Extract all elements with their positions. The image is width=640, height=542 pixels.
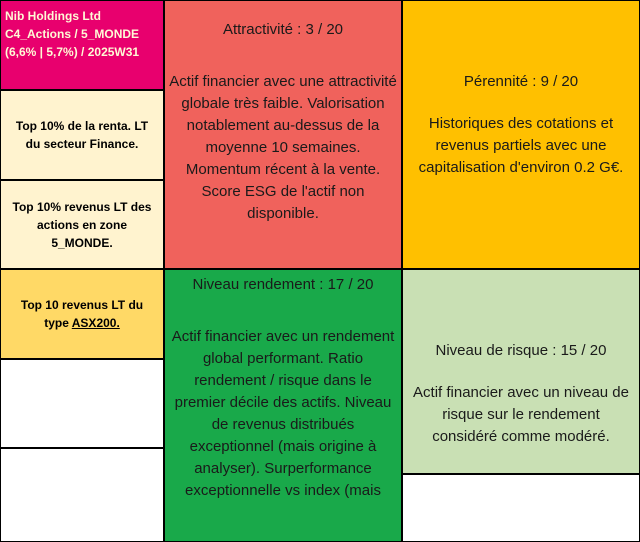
rendement-description: Actif financier avec un rendement global performant. Ratio rendement / risque dans le premier décile des actifs. Niveau de revenus distribués exceptionnel (mais origine à analyser). Surperformance exceptionnelle vs index (mais bbox=[171, 328, 395, 499]
asset-stats: (6,6% | 5,7%) / 2025W31 bbox=[5, 45, 140, 59]
ranking-cell-sector bbox=[1, 91, 165, 181]
attractivite-description: Actif financier avec une attractivité globale très faible. Valorisation notablement au-dessus de la moyenne 10 semaines. Momentum récent à la vente. Score ESG de l'actif non disponible. bbox=[169, 73, 397, 222]
asset-name: Nib Holdings Ltd bbox=[5, 9, 101, 23]
asset-header-cell bbox=[1, 1, 165, 91]
risque-cell bbox=[403, 270, 640, 475]
ranking-sector-text: Top 10% de la renta. LT du secteur Finance. bbox=[15, 119, 149, 151]
ranking-cell-type bbox=[1, 270, 165, 360]
risque-description: Actif financier avec un niveau de risque sur le rendement considéré comme modéré. bbox=[413, 384, 629, 445]
risque-score: Niveau de risque : 15 / 20 bbox=[435, 342, 607, 359]
rendement-cell bbox=[165, 270, 403, 542]
attractivite-score: Attractivité : 3 / 20 bbox=[222, 21, 344, 38]
perennite-description: Historiques des cotations et revenus partiels avec une capitalisation d'environ 0.2 G€. bbox=[418, 115, 624, 176]
empty-cell-3 bbox=[403, 475, 640, 542]
empty-cell-2 bbox=[1, 449, 165, 542]
perennite-score: Pérennité : 9 / 20 bbox=[463, 73, 579, 90]
empty-cell-1 bbox=[1, 360, 165, 449]
perennite-cell bbox=[403, 1, 640, 270]
rendement-score: Niveau rendement : 17 / 20 bbox=[192, 276, 374, 293]
asset-category: C4_Actions / 5_MONDE bbox=[5, 27, 140, 41]
ranking-zone-text: Top 10% revenus LT des actions en zone 5_MONDE. bbox=[12, 199, 152, 250]
ranking-type-prefix: Top 10 revenus LT du type bbox=[20, 298, 144, 330]
attractivite-cell bbox=[165, 1, 403, 270]
ranking-type-index: ASX200. bbox=[71, 316, 120, 330]
ranking-type-text bbox=[7, 296, 157, 332]
ranking-cell-zone bbox=[1, 181, 165, 270]
